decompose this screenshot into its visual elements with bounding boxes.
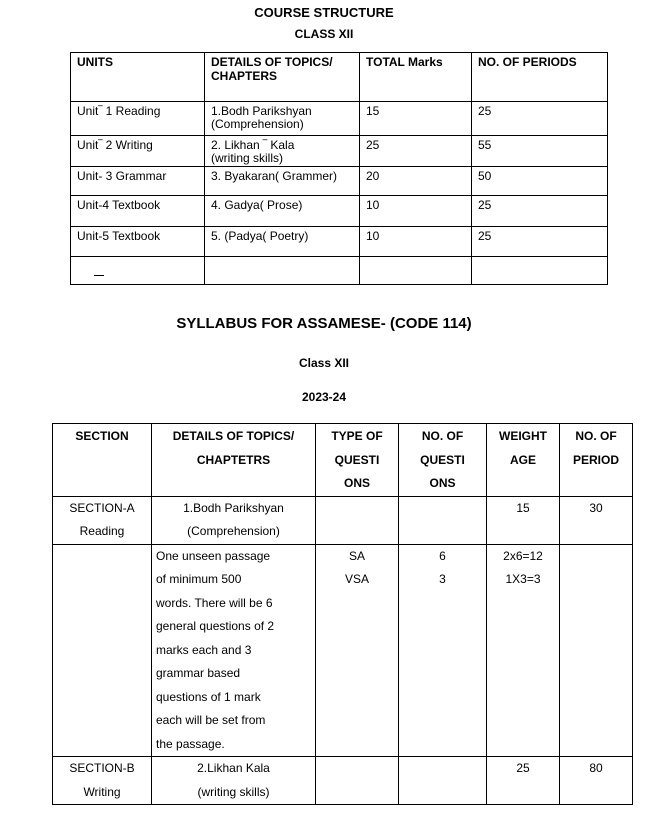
number-cell [399, 757, 487, 805]
details-cell: 5. (Padya( Poetry) [205, 227, 360, 257]
unit-cell: Unit-5 Textbook [71, 227, 205, 257]
details-line: 1.Bodh Parikshyan [211, 104, 312, 118]
column-header-number [399, 424, 487, 497]
marks-cell: 15 [360, 102, 472, 136]
passage-line: grammar based [156, 666, 241, 680]
period-cell: 80 [560, 757, 633, 805]
table-row [71, 167, 608, 196]
weightage-cell: 15 [487, 496, 560, 544]
number-cell [399, 496, 487, 544]
section-label: SECTION-A [69, 500, 135, 515]
marks-cell [360, 257, 472, 285]
passage-line: general questions of 2 [156, 619, 275, 633]
column-header-details: DETAILS OF TOPICS/ CHAPTERS [205, 53, 360, 102]
passage-line: of minimum 500 [156, 572, 242, 586]
unit-cell: Unit-4 Textbook [71, 196, 205, 227]
type-cell [316, 544, 399, 757]
syllabus-table [52, 423, 633, 805]
details-cell: 4. Gadya( Prose) [205, 196, 360, 227]
table-row [71, 102, 608, 136]
periods-cell [472, 257, 608, 285]
details-cell [205, 102, 360, 136]
number-value: 6 [439, 548, 446, 563]
periods-cell: 50 [472, 167, 608, 196]
unit-cell: Unit‾ 1 Reading [71, 102, 205, 136]
details-line: 1.Bodh Parikshyan [183, 500, 284, 515]
column-header-details [152, 424, 316, 497]
type-cell [316, 757, 399, 805]
course-structure-heading: COURSE STRUCTURE [254, 5, 394, 20]
periods-cell: 55 [472, 136, 608, 167]
marks-cell: 10 [360, 196, 472, 227]
syllabus-year: 2023-24 [301, 390, 347, 404]
header-line: NO. OF [575, 429, 617, 443]
details-cell [205, 136, 360, 167]
header-line: QUESTI [420, 452, 465, 467]
header-line: CHAPTETRS [196, 452, 271, 467]
section-cell [53, 544, 152, 757]
section-label: SECTION-B [69, 761, 135, 775]
header-line: ONS [429, 476, 456, 490]
passage-line: One unseen passage [156, 548, 271, 563]
column-header-section [53, 424, 152, 497]
syllabus-title: SYLLABUS FOR ASSAMESE- (CODE 114) [176, 315, 472, 332]
type-cell [316, 496, 399, 544]
number-cell [399, 544, 487, 757]
passage-line: words. There will be 6 [156, 595, 273, 610]
table-header-row [53, 424, 633, 497]
class-heading: CLASS XII [294, 27, 354, 41]
table-row-section-a [53, 496, 633, 544]
column-header-periods: NO. OF PERIODS [472, 53, 608, 102]
details-line: 2. Likhan ‾ Kala [211, 138, 295, 152]
details-cell [152, 757, 316, 805]
passage-line: marks each and 3 [156, 642, 252, 657]
marks-cell: 20 [360, 167, 472, 196]
table-row-section-b [53, 757, 633, 805]
type-value: SA [348, 548, 365, 563]
section-sublabel: Writing [83, 784, 121, 799]
type-value: VSA [344, 572, 369, 586]
details-cell: 3. Byakaran( Grammer) [205, 167, 360, 196]
header-line: NO. OF [421, 429, 464, 443]
column-header-period [560, 424, 633, 497]
details-line: (writing skills) [211, 151, 283, 165]
weightage-value: 1X3=3 [505, 572, 541, 586]
unit-cell [71, 257, 205, 285]
section-sublabel: Reading [79, 524, 125, 538]
course-structure-table [70, 52, 608, 285]
passage-line: each will be set from [156, 713, 266, 727]
syllabus-class: Class XII [298, 356, 350, 370]
periods-cell: 25 [472, 227, 608, 257]
column-header-units: UNITS [71, 53, 205, 102]
details-line: (Comprehension) [211, 117, 304, 131]
unit-cell: Unit- 3 Grammar [71, 167, 205, 196]
unit-cell: Unit‾ 2 Writing [71, 136, 205, 167]
column-header-weightage [487, 424, 560, 497]
header-line: WEIGHT [499, 429, 547, 443]
marks-cell: 10 [360, 227, 472, 257]
weightage-cell: 25 [487, 757, 560, 805]
table-row-passage [53, 544, 633, 757]
passage-line: questions of 1 mark [156, 689, 261, 704]
header-line: PERIOD [572, 452, 619, 467]
periods-cell: 25 [472, 196, 608, 227]
header-line: QUESTI [334, 452, 380, 467]
details-cell [152, 496, 316, 544]
column-header-total-marks: TOTAL Marks [360, 53, 472, 102]
table-row [71, 227, 608, 257]
marks-cell: 25 [360, 136, 472, 167]
number-value: 3 [439, 572, 446, 586]
table-row [71, 136, 608, 167]
passage-details-cell [152, 544, 316, 757]
header-line: SECTION [75, 429, 129, 443]
table-header-row [71, 53, 608, 102]
header-line: AGE [509, 452, 536, 467]
period-cell: 30 [560, 496, 633, 544]
table-row [71, 196, 608, 227]
details-line: (Comprehension) [187, 524, 280, 538]
weightage-cell [487, 544, 560, 757]
stray-dash [94, 275, 104, 276]
header-line: ONS [343, 476, 370, 490]
details-line: 2.Likhan Kala [197, 761, 270, 775]
details-cell [205, 257, 360, 285]
periods-cell: 25 [472, 102, 608, 136]
weightage-value: 2x6=12 [503, 548, 543, 563]
table-row [71, 257, 608, 285]
header-line: TYPE OF [331, 429, 383, 443]
header-line: DETAILS OF TOPICS/ [172, 429, 295, 443]
section-cell [53, 757, 152, 805]
column-header-type [316, 424, 399, 497]
passage-line: the passage. [156, 736, 225, 751]
section-cell [53, 496, 152, 544]
period-cell [560, 544, 633, 757]
details-line: (writing skills) [197, 784, 270, 799]
